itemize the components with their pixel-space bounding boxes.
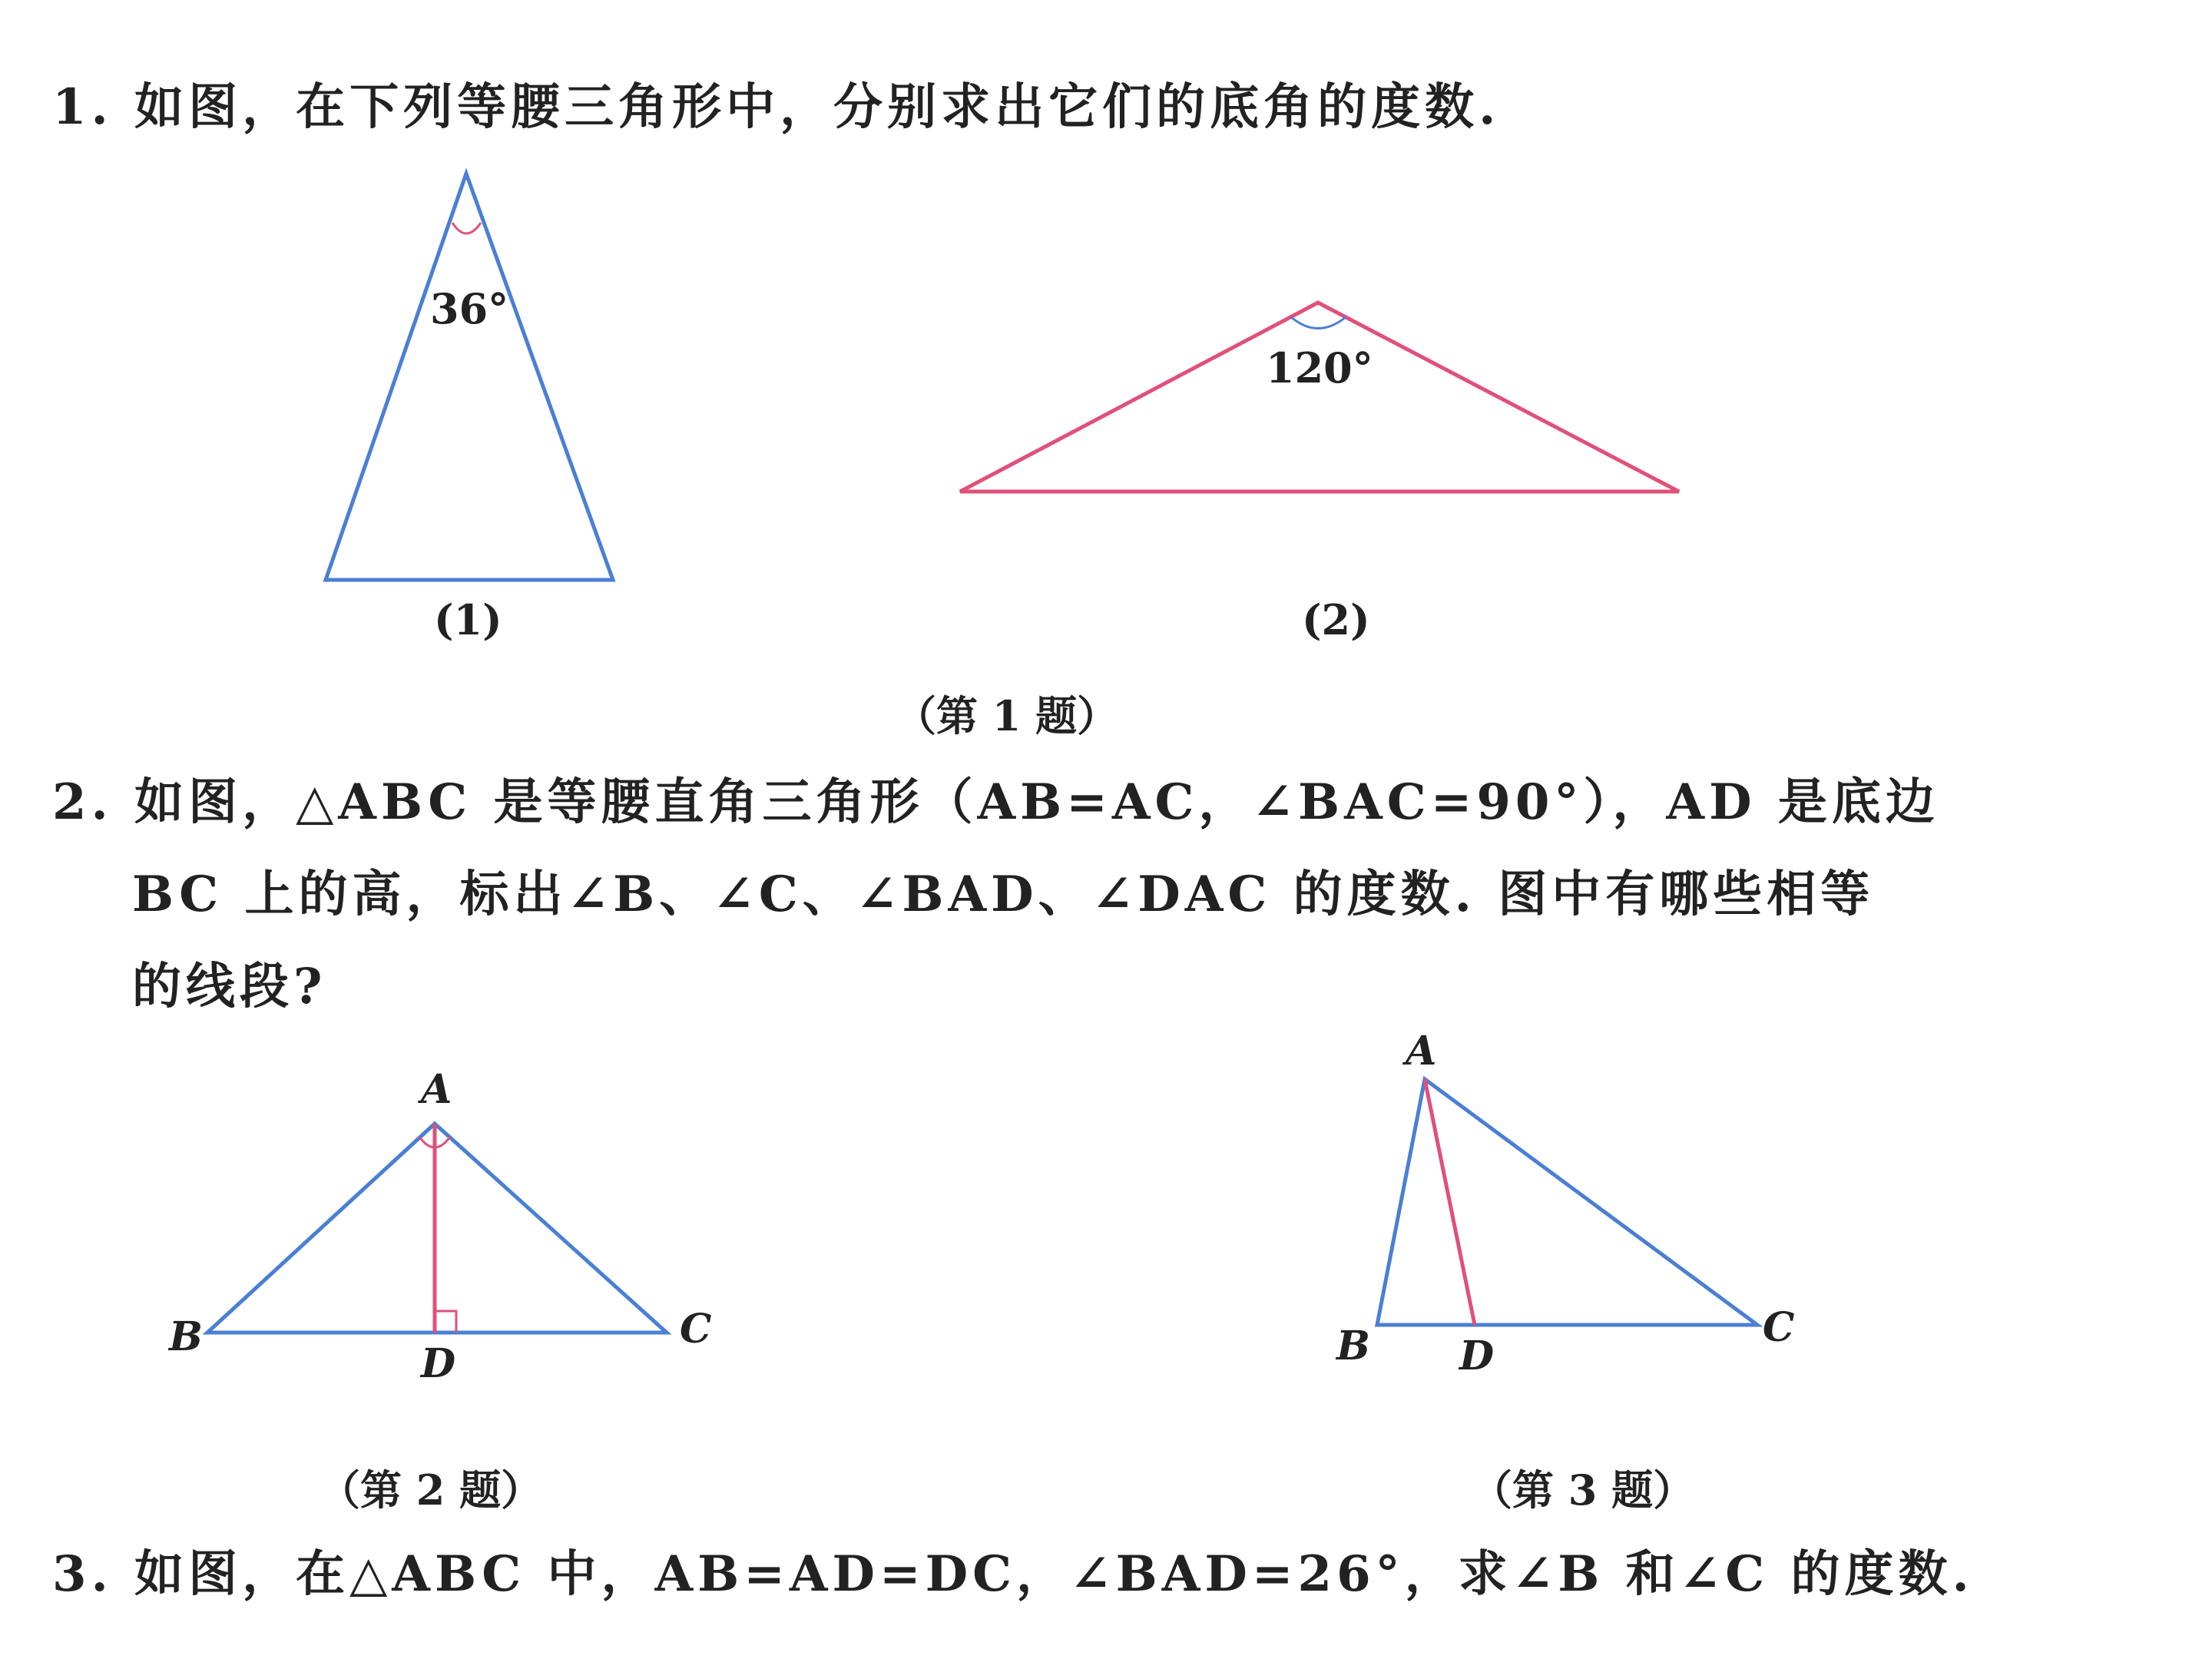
segment-ad: [1425, 1079, 1475, 1325]
subfigure-label-1: (1): [434, 595, 502, 644]
question-3-text: 3. 如图，在△ABC 中，AB=AD=DC，∠BAD=26°，求∠B 和∠C 的度数.: [52, 1545, 1974, 1603]
triangle-abc-q3-figure: [1377, 1079, 1757, 1325]
question-3: [52, 1528, 2187, 1621]
question-2-line-3: 的线段?: [132, 958, 327, 1015]
triangle-2: [960, 303, 1679, 492]
question-2-line-2: BC 上的高，标出∠B、∠C、∠BAD、∠DAC 的度数. 图中有哪些相等: [132, 866, 1875, 923]
figure-caption-2: （第 2 题）: [319, 1465, 543, 1515]
figure-caption-1: （第 1 题）: [895, 691, 1119, 740]
point-c-q3: C: [1763, 1304, 1795, 1351]
apex-angle-arc-2: [1291, 317, 1346, 329]
triangle-1: [326, 174, 613, 580]
point-a-q3: A: [1406, 1028, 1437, 1075]
subfigure-label-2: (2): [1302, 595, 1370, 644]
point-a-q2: A: [421, 1066, 452, 1113]
point-d-q3: D: [1459, 1333, 1495, 1379]
point-b-q2: B: [169, 1313, 203, 1360]
question-1-text: 1. 如图，在下列等腰三角形中，分别求出它们的底角的度数.: [52, 78, 1501, 136]
point-b-q3: B: [1336, 1323, 1370, 1369]
point-d-q2: D: [421, 1340, 456, 1387]
figure-caption-3: （第 3 题）: [1471, 1465, 1695, 1515]
angle-label-120: 120°: [1266, 343, 1373, 392]
triangle-2-figure: [960, 303, 1679, 492]
angle-label-36: 36°: [430, 284, 509, 333]
question-2-line-1: 2. 如图，△ABC 是等腰直角三角形（AB=AC，∠BAC=90°），AD 是底边: [52, 773, 1939, 831]
triangle-abc-q2-figure: [207, 1124, 667, 1333]
question-2: [52, 757, 2187, 1033]
triangle-1-figure: [326, 174, 613, 580]
apex-angle-arc-1: [452, 223, 481, 233]
triangle-abc-q2: [207, 1124, 667, 1333]
right-angle-mark: [435, 1311, 456, 1333]
point-c-q2: C: [680, 1306, 712, 1353]
